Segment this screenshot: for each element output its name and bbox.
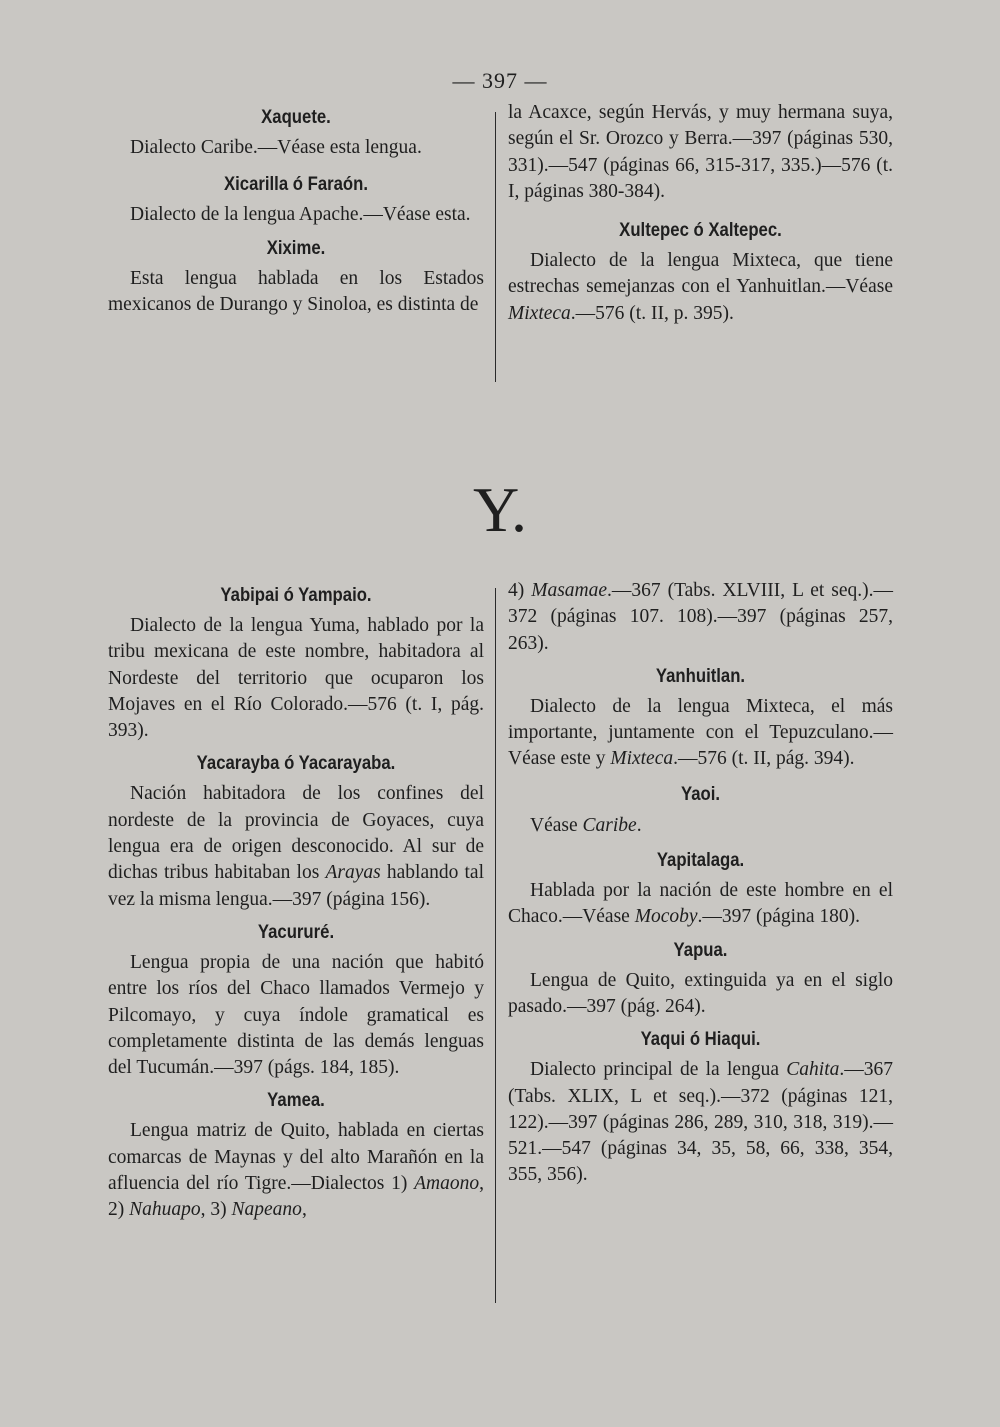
entry-text-xaquete: Dialecto Caribe.—Véase esta lengua. [130,137,422,158]
top-left-column [108,100,484,318]
entry-text-yaoi: Véase Caribe. [530,814,642,836]
page-number: — 397 — [452,68,548,93]
entry-text-yacarayba: Nación habitadora de los confines del nordeste de la provincia de Goyaces, cuya lengua era de origen desconocido. Al sur de dichas tribus habitaban los Arayas hablando tal vez la misma lengua.—397 (página 156). [108,783,484,910]
entry-text-yamea: Lengua matriz de Quito, hablada en ciertas comarcas de Maynas y del alto Marañón en la afluencia del río Tigre.—Dialectos 1) Amaono, 2) Nahuapo, 3) Napeano, [108,1120,484,1221]
section-letter: Y. [473,474,527,545]
entry-text-yapitalaga: Hablada por la nación de este hombre en el Chaco.—Véase Mocoby.—397 (página 180). [508,880,893,928]
entry-text-xixime: Esta lengua hablada en los Estados mexicanos de Durango y Sinoloa, es distinta de [108,267,484,315]
entry-heading-yacarayba: Yacarayba ó Yacarayaba. [196,753,396,775]
entry-heading-yabipai: Yabipai ó Yampaio. [220,585,372,606]
entry-text-xixime-continued: la Acaxce, según Hervás, y muy hermana suya, según el Sr. Orozco y Berra.—397 (páginas 530, 331).—547 (páginas 66, 315-317, 335.)—576 (t. I, páginas 380-384). [508,102,893,202]
entry-heading-yaqui: Yaqui ó Hiaqui. [640,1029,761,1051]
top-right-column [508,100,893,327]
entry-heading-yapitalaga: Yapitalaga. [656,850,745,872]
entry-text-yapua: Lengua de Quito, extinguida ya en el siglo pasado.—397 (pág. 264). [508,969,893,1017]
entry-heading-yaoi: Yaoi. [680,783,721,805]
entry-heading-yacurure: Yacururé. [257,921,335,943]
entry-text-yanhuitlan: Dialecto de la lengua Mixteca, el más importante, juntamente con el Tepuzculano.—Véase este y Mixteca.—576 (t. II, pág. 394). [508,695,893,770]
entry-heading-xultepec: Xultepec ó Xaltepec. [619,220,782,242]
entry-heading-yamea: Yamea. [267,1090,325,1112]
entry-text-yacurure: Lengua propia de una nación que habitó entre los ríos del Chaco llamados Vermejo y Pilcomayo, y cuya índole gramatical es completamente distinta de las demás lenguas del Tucumán.—397 (págs. 184, 185). [108,951,484,1079]
entry-text-yabipai: Dialecto de la lengua Yuma, hablado por la tribu mexicana de este nombre, habitadora al Nordeste del territorio que ocuparon los Mojaves en el Río Colorado.—576 (t. I, pág. 393). [108,615,484,742]
bottom-left-column [108,578,484,1224]
entry-heading-yapua: Yapua. [673,939,728,961]
entry-heading-xaquete: Xaquete. [261,107,331,128]
entry-heading-yanhuitlan: Yanhuitlan. [655,665,746,687]
entry-heading-xixime: Xixime. [266,237,326,259]
entry-text-xultepec: Dialecto de la lengua Mixteca, que tiene estrechas semejanzas con el Yanhuitlan.—Véase Mixteca.—576 (t. II, p. 395). [508,250,893,324]
entry-text-xicarilla: Dialecto de la lengua Apache.—Véase esta. [130,204,471,226]
entry-heading-xicarilla: Xicarilla ó Faraón. [223,174,369,196]
entry-text-yamea-continued: 4) Masamae.—367 (Tabs. XLVIII, L et seq.).—372 (páginas 107. 108).—397 (páginas 257, 263). [508,580,893,654]
entry-text-yaqui: Dialecto principal de la lengua Cahita.—367 (Tabs. XLIX, L et seq.).—372 (páginas 121, 122).—397 (páginas 286, 289, 310, 318, 319).—521.—547 (páginas 34, 35, 58, 66, 338, 354, 355, 356). [508,1059,893,1186]
column-divider-top [495,112,496,382]
bottom-right-column [508,578,893,1189]
column-divider-bottom [495,588,496,1303]
